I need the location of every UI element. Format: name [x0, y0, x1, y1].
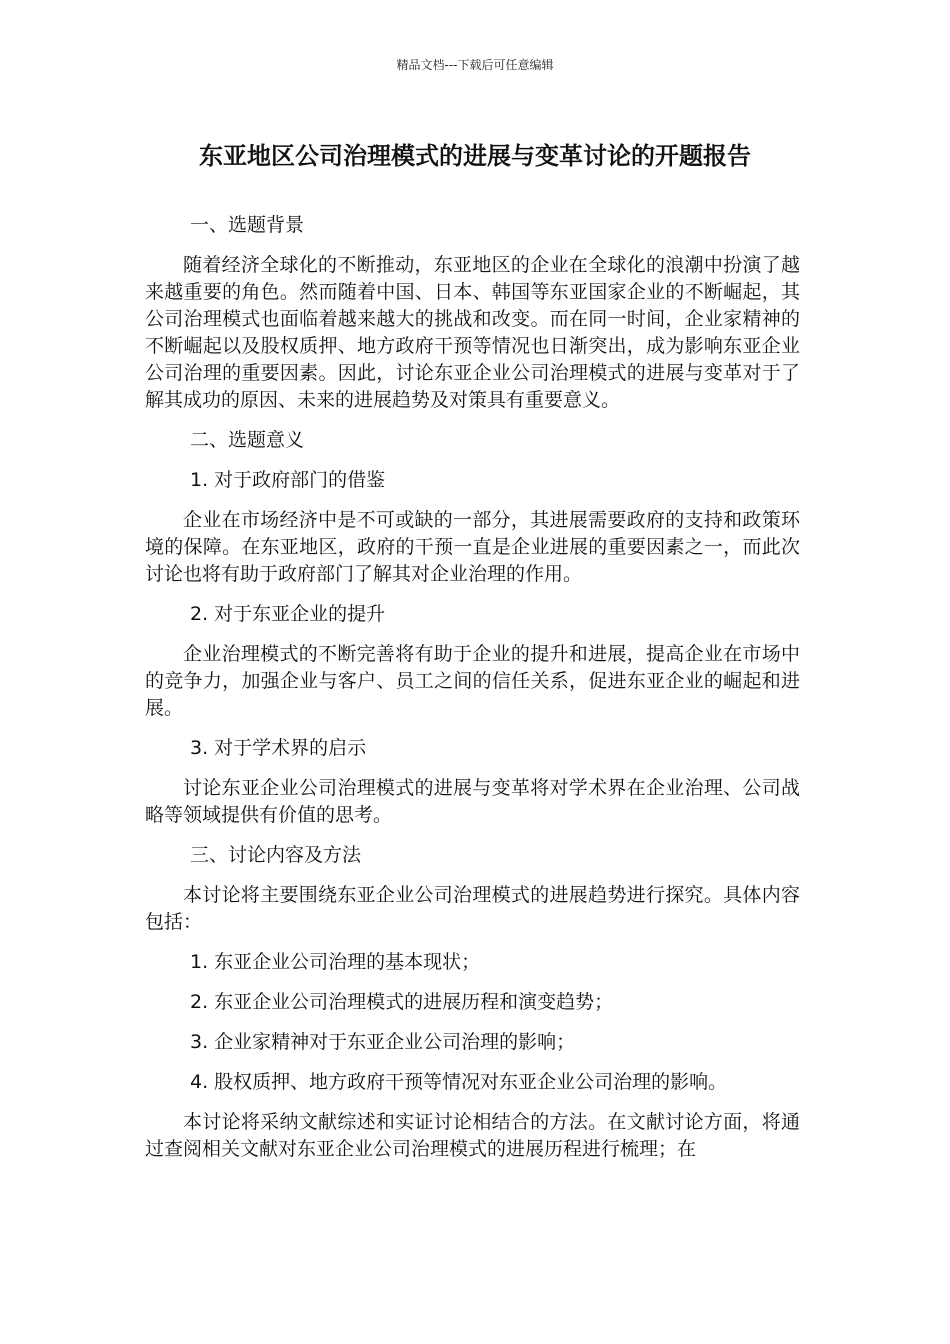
paragraph-background: 随着经济全球化的不断推动，东亚地区的企业在全球化的浪潮中扮演了越来越重要的角色。然而随着中国、日本、韩国等东亚国家企业的不断崛起，其公司治理模式也面临着越来越大的挑战和改变。而在同一时间，企业家精神的不断崛起以及股权质押、地方政府干预等情况也日渐突出，成为影响东亚企业公司治理的重要因素。因此，讨论东亚企业公司治理模式的进展与变革对于了解其成功的原因、未来的进展趋势及对策具有重要意义。 [145, 254, 800, 411]
subheading-enterprise: 2. 对于东亚企业的提升 [190, 603, 386, 625]
list-item: 1. 东亚企业公司治理的基本现状； [190, 951, 481, 973]
paragraph-academia: 讨论东亚企业公司治理模式的进展与变革将对学术界在企业治理、公司战略等领域提供有价值的思考。 [145, 777, 800, 826]
subheading-government: 1. 对于政府部门的借鉴 [190, 469, 386, 491]
document-body [145, 212, 800, 1176]
paragraph-content-intro: 本讨论将主要围绕东亚企业公司治理模式的进展趋势进行探究。具体内容包括： [145, 884, 800, 933]
list-item: 2. 东亚企业公司治理模式的进展历程和演变趋势； [190, 991, 614, 1013]
subheading-academia: 3. 对于学术界的启示 [190, 737, 367, 759]
list-item: 4. 股权质押、地方政府干预等情况对东亚企业公司治理的影响。 [190, 1071, 728, 1093]
paragraph-enterprise: 企业治理模式的不断完善将有助于企业的提升和进展，提高企业在市场中的竞争力，加强企业与客户、员工之间的信任关系，促进东亚企业的崛起和进展。 [145, 643, 800, 719]
section-heading-background: 一、选题背景 [190, 214, 305, 236]
header-note: 精品文档---下载后可任意编辑 [396, 58, 554, 72]
section-heading-content-method: 三、讨论内容及方法 [190, 844, 362, 866]
section-heading-significance: 二、选题意义 [190, 429, 305, 451]
list-item: 3. 企业家精神对于东亚企业公司治理的影响； [190, 1031, 576, 1053]
paragraph-government: 企业在市场经济中是不可或缺的一部分，其进展需要政府的支持和政策环境的保障。在东亚地区，政府的干预一直是企业进展的重要因素之一，而此次讨论也将有助于政府部门了解其对企业治理的作用。 [145, 509, 800, 585]
paragraph-method: 本讨论将采纳文献综述和实证讨论相结合的方法。在文献讨论方面，将通过查阅相关文献对东亚企业公司治理模式的进展历程进行梳理；在 [145, 1111, 800, 1160]
document-title: 东亚地区公司治理模式的进展与变革讨论的开题报告 [199, 142, 751, 170]
